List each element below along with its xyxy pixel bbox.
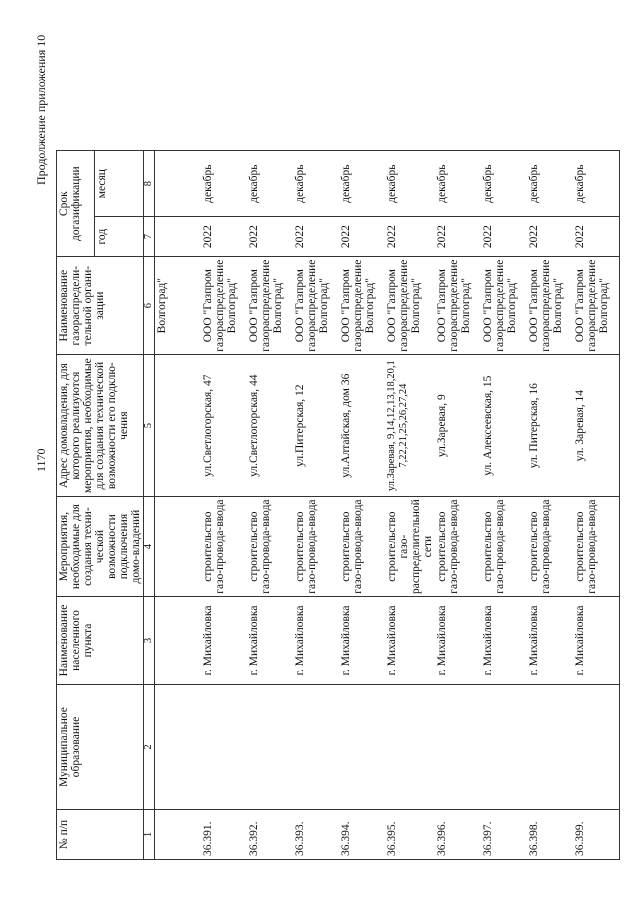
row-measure: строительство газо-провода-ввода [201,497,247,597]
row-month: декабрь [573,151,620,217]
row-org: ООО "Газпром газораспределение Волгоград" [435,257,481,355]
row-org: ООО "Газпром газораспределение Волгоград" [201,257,247,355]
header-address: Адрес домовладения, для которого реализуются мероприятия, необходимые для создания технической возможности его подклю-чения [57,355,144,497]
row-year: 2022 [385,217,435,257]
row-municipality [527,685,573,810]
row-month: декабрь [339,151,385,217]
row-num: 36.398. [527,810,573,860]
row-org: ООО "Газпром газораспределение Волгоград" [527,257,573,355]
gasification-table [56,150,620,860]
row-org: ООО "Газпром газораспределение Волгоград" [481,257,527,355]
row-org: ООО "Газпром газораспределение Волгоград" [339,257,385,355]
row-settlement: г. Михайловка [385,597,435,685]
row-year: 2022 [247,217,293,257]
row-measure: строительство газо-провода-ввода [527,497,573,597]
row-month: декабрь [247,151,293,217]
row-num: 36.395. [385,810,435,860]
header-row [57,151,95,860]
table-row [385,151,435,860]
row-month: декабрь [435,151,481,217]
carry-over-text: Волгоград" [155,257,202,355]
row-municipality [481,685,527,810]
row-measure: строительство газо-провода-ввода [481,497,527,597]
row-measure: строительство газо-провода-ввода [339,497,385,597]
column-index: 3 [144,597,155,685]
row-address: ул.Светлогорская, 47 [201,355,247,497]
row-year: 2022 [527,217,573,257]
header-municipality: Муниципальное образование [57,685,144,810]
table-row [293,151,339,860]
header-deadline: Срок догазификации [57,151,95,257]
header-month: месяц [95,151,144,217]
column-index: 7 [144,217,155,257]
row-org: ООО "Газпром газораспределение Волгоград" [293,257,339,355]
row-org: ООО "Газпром газораспределение Волгоград" [385,257,435,355]
carry-over-row [155,151,202,860]
row-year: 2022 [339,217,385,257]
column-index: 2 [144,685,155,810]
column-index: 6 [144,257,155,355]
row-address: ул. Заревая, 14 [573,355,620,497]
column-index: 8 [144,151,155,217]
row-measure: строительство газо-провода-ввода [247,497,293,597]
table-row [201,151,247,860]
row-measure: строительство газо-провода-ввода [293,497,339,597]
row-num: 36.394. [339,810,385,860]
row-municipality [385,685,435,810]
row-month: декабрь [385,151,435,217]
column-index-row [144,151,155,860]
row-month: декабрь [201,151,247,217]
row-org: ООО "Газпром газораспределение Волгоград" [573,257,620,355]
row-num: 36.397. [481,810,527,860]
header-measures: Мероприятия, необходимые для создания техни-ческой возможности подключения домо-владений [57,497,144,597]
header-num: № п/п [57,810,144,860]
column-index: 4 [144,497,155,597]
table-row [247,151,293,860]
row-municipality [247,685,293,810]
row-municipality [293,685,339,810]
row-address: ул.Алтайская, дом 36 [339,355,385,497]
column-index: 5 [144,355,155,497]
row-settlement: г. Михайловка [527,597,573,685]
row-year: 2022 [435,217,481,257]
row-address: ул. Питерская, 16 [527,355,573,497]
table-row [481,151,527,860]
row-year: 2022 [293,217,339,257]
row-measure: строительство газо-провода-ввода [435,497,481,597]
table-row [573,151,620,860]
header-gdo: Наименование газораспредели-тельной органи-зации [57,257,144,355]
row-municipality [339,685,385,810]
row-measure: строительство газо-провода-ввода [573,497,620,597]
row-month: декабрь [293,151,339,217]
row-address: ул.Заревая, 9 [435,355,481,497]
row-settlement: г. Михайловка [573,597,620,685]
row-month: декабрь [527,151,573,217]
row-num: 36.393. [293,810,339,860]
row-address: ул.Светлогорская, 44 [247,355,293,497]
row-num: 36.392. [247,810,293,860]
page-number: 1170 [34,448,48,472]
table-row [527,151,573,860]
row-year: 2022 [573,217,620,257]
appendix-title: Продолжение приложения 10 [34,34,48,185]
header-settlement: Наименование населенного пункта [57,597,144,685]
row-settlement: г. Михайловка [339,597,385,685]
column-index: 1 [144,810,155,860]
table-row [339,151,385,860]
row-settlement: г. Михайловка [201,597,247,685]
table-row [435,151,481,860]
header-year: год [95,217,144,257]
row-municipality [435,685,481,810]
row-settlement: г. Михайловка [293,597,339,685]
row-address: ул.Заревая, 9,14,12,13,18,20,17,22,21,25,26,27,24 [385,355,435,497]
row-address: ул. Алексеевская, 15 [481,355,527,497]
row-num: 36.391. [201,810,247,860]
row-measure: строительство газо-распределительной сети [385,497,435,597]
row-org: ООО "Газпром газораспределение Волгоград" [247,257,293,355]
row-month: декабрь [481,151,527,217]
row-settlement: г. Михайловка [435,597,481,685]
row-year: 2022 [481,217,527,257]
row-settlement: г. Михайловка [247,597,293,685]
row-address: ул.Питерская, 12 [293,355,339,497]
row-municipality [201,685,247,810]
row-year: 2022 [201,217,247,257]
row-num: 36.396. [435,810,481,860]
row-num: 36.399. [573,810,620,860]
row-municipality [573,685,620,810]
row-settlement: г. Михайловка [481,597,527,685]
